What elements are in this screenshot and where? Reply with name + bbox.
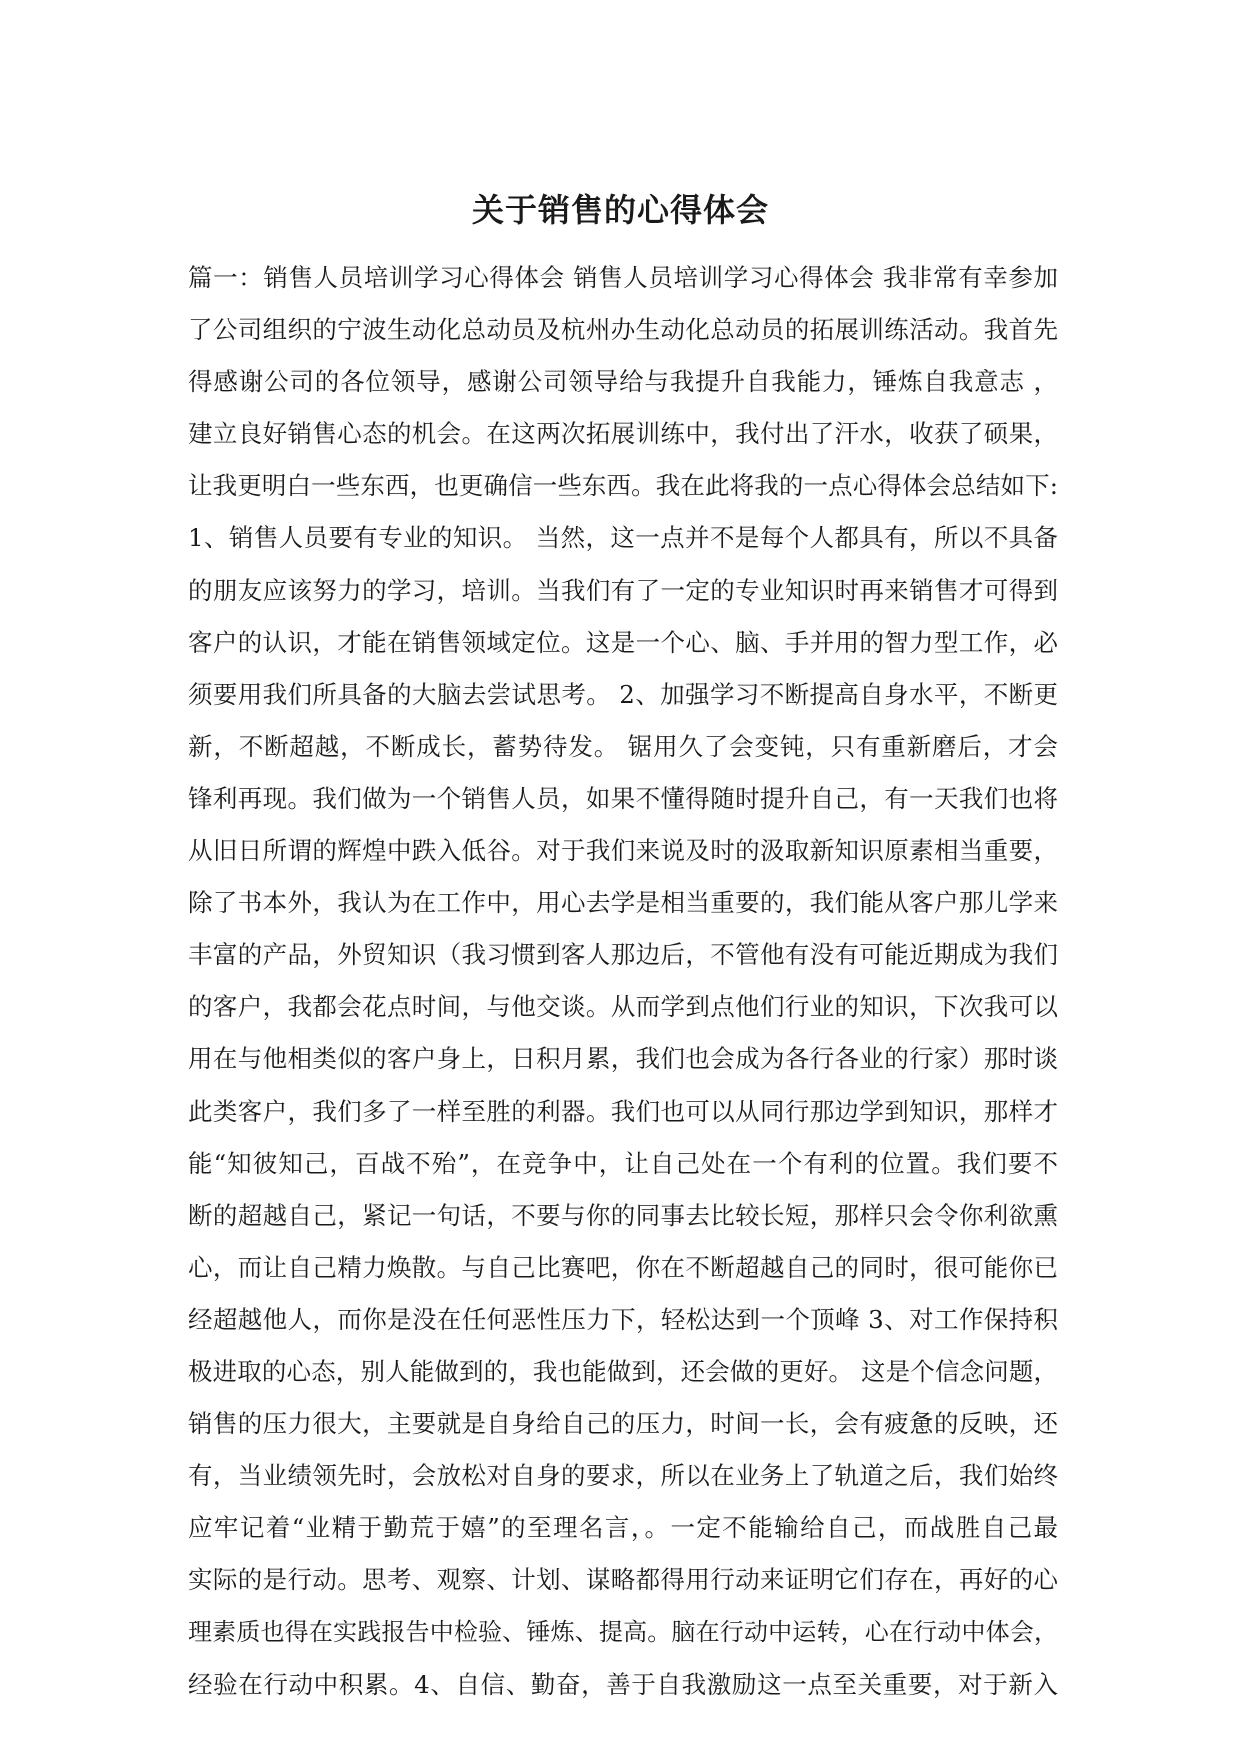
body-line: 除了书本外，我认为在工作中，用心去学是相当重要的，我们能从客户那儿学来 [188, 888, 1058, 918]
body-line: 经验在行动中积累。4、自信、勤奋，善于自我激励这一点至关重要，对于新入 [188, 1669, 1058, 1699]
body-line: 篇一：销售人员培训学习心得体会 销售人员培训学习心得体会 我非常有幸参加 [188, 263, 1058, 292]
body-line: 的朋友应该努力的学习，培训。当我们有了一定的专业知识时再来销售才可得到 [188, 575, 1058, 605]
body-line: 须要用我们所具备的大脑去尝试思考。 2、加强学习不断提高自身水平，不断更 [188, 679, 1058, 709]
body-line: 经超越他人，而你是没在任何恶性压力下，轻松达到一个顶峰 3、对工作保持积 [188, 1304, 1058, 1334]
body-line: 丰富的产品，外贸知识（我习惯到客人那边后，不管他有没有可能近期成为我们 [188, 940, 1058, 970]
body-line: 让我更明白一些东西，也更确信一些东西。我在此将我的一点心得体会总结如下: [188, 471, 1058, 501]
body-line: 新，不断超越，不断成长，蓄势待发。 锯用久了会变钝，只有重新磨后，才会 [188, 731, 1058, 761]
document-body [188, 252, 1058, 1711]
body-line: 断的超越自己，紧记一句话，不要与你的同事去比较长短，那样只会令你利欲熏 [188, 1200, 1058, 1230]
body-line: 有，当业绩领先时，会放松对自身的要求，所以在业务上了轨道之后，我们始终 [188, 1461, 1058, 1491]
body-line: 此类客户，我们多了一样至胜的利器。我们也可以从同行那边学到知识，那样才 [188, 1096, 1058, 1126]
body-line: 建立良好销售心态的机会。在这两次拓展训练中，我付出了汗水，收获了硕果， [188, 419, 1058, 449]
body-line: 从旧日所谓的辉煌中跌入低谷。对于我们来说及时的汲取新知识原素相当重要， [188, 836, 1058, 866]
body-line: 用在与他相类似的客户身上，日积月累，我们也会成为各行各业的行家）那时谈 [188, 1044, 1058, 1074]
body-line: 心，而让自己精力焕散。与自己比赛吧，你在不断超越自己的同时，很可能你已 [188, 1252, 1058, 1282]
body-line: 的客户，我都会花点时间，与他交谈。从而学到点他们行业的知识，下次我可以 [188, 992, 1058, 1022]
body-line: 极进取的心态，别人能做到的，我也能做到，还会做的更好。 这是个信念问题， [188, 1356, 1058, 1386]
body-line: 能“知彼知己，百战不殆”，在竞争中，让自己处在一个有利的位置。我们要不 [188, 1148, 1058, 1178]
body-line: 得感谢公司的各位领导，感谢公司领导给与我提升自我能力，锤炼自我意志 ， [188, 367, 1058, 397]
body-line: 销售的压力很大，主要就是自身给自己的压力，时间一长，会有疲惫的反映，还 [188, 1409, 1058, 1439]
body-line: 应牢记着“业精于勤荒于嬉”的至理名言，。一定不能输给自己，而战胜自己最 [188, 1513, 1058, 1543]
body-line: 实际的是行动。思考、观察、计划、谋略都得用行动来证明它们存在，再好的心 [188, 1565, 1058, 1595]
body-line: 客户的认识，才能在销售领域定位。这是一个心、脑、手并用的智力型工作，必 [188, 627, 1058, 657]
body-line: 了公司组织的宁波生动化总动员及杭州办生动化总动员的拓展训练活动。我首先 [188, 315, 1058, 345]
body-line: 锋利再现。我们做为一个销售人员，如果不懂得随时提升自己，有一天我们也将 [188, 783, 1058, 813]
body-line: 1、销售人员要有专业的知识。 当然，这一点并不是每个人都具有，所以不具备 [188, 523, 1058, 553]
document-title: 关于销售的心得体会 [471, 191, 769, 229]
body-line: 理素质也得在实践报告中检验、锤炼、提高。脑在行动中运转，心在行动中体会， [188, 1618, 1058, 1647]
